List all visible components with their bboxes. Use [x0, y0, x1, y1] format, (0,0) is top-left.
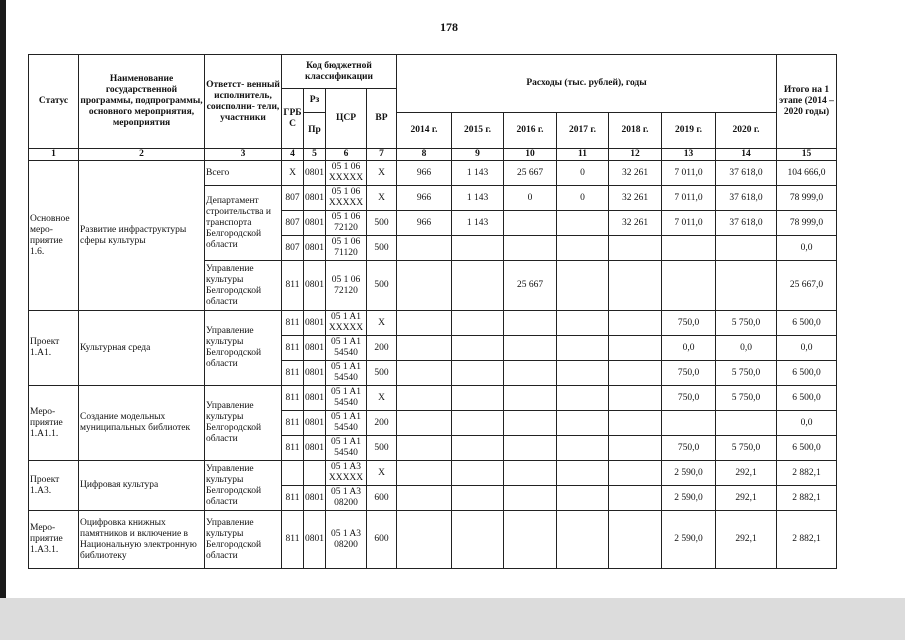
vr-cell: X: [367, 161, 397, 186]
amount-cell: 5 750,0: [716, 436, 777, 461]
amount-cell: [504, 211, 557, 236]
executor-cell: Всего: [205, 161, 282, 186]
col-number: 11: [557, 149, 609, 161]
grbs-cell: 811: [282, 311, 304, 336]
amount-cell: [716, 261, 777, 311]
rzpr-cell: 0801: [304, 261, 326, 311]
amount-cell: [397, 311, 452, 336]
header-year-2017: 2017 г.: [557, 113, 609, 149]
header-budget-code: Код бюджетной классификации: [282, 55, 397, 89]
col-number: 6: [326, 149, 367, 161]
header-year-2019: 2019 г.: [662, 113, 716, 149]
amount-cell: [609, 386, 662, 411]
vr-cell: 500: [367, 361, 397, 386]
amount-cell: [504, 361, 557, 386]
amount-cell: [452, 411, 504, 436]
amount-cell: [397, 386, 452, 411]
rzpr-cell: 0801: [304, 411, 326, 436]
col-number: 15: [777, 149, 837, 161]
total-cell: 0,0: [777, 411, 837, 436]
executor-cell: Управление культуры Белгородской области: [205, 386, 282, 461]
total-cell: 6 500,0: [777, 436, 837, 461]
status-cell: Меро- приятие 1.А1.1.: [29, 386, 79, 461]
amount-cell: [504, 486, 557, 511]
csr-cell: 05 1 06 XXXXX: [326, 161, 367, 186]
amount-cell: [557, 436, 609, 461]
csr-cell: 05 1 A3 XXXXX: [326, 461, 367, 486]
amount-cell: [609, 261, 662, 311]
amount-cell: 292,1: [716, 511, 777, 569]
grbs-cell: 807: [282, 236, 304, 261]
total-cell: 6 500,0: [777, 386, 837, 411]
total-cell: 78 999,0: [777, 211, 837, 236]
rzpr-cell: 0801: [304, 186, 326, 211]
amount-cell: [716, 411, 777, 436]
rzpr-cell: 0801: [304, 486, 326, 511]
amount-cell: 750,0: [662, 386, 716, 411]
amount-cell: [609, 436, 662, 461]
col-number: 13: [662, 149, 716, 161]
rzpr-cell: 0801: [304, 336, 326, 361]
amount-cell: [397, 461, 452, 486]
amount-cell: 1 143: [452, 211, 504, 236]
header-status: Статус: [29, 55, 79, 149]
total-cell: 6 500,0: [777, 361, 837, 386]
total-cell: 0,0: [777, 336, 837, 361]
grbs-cell: 811: [282, 511, 304, 569]
header-pr: Пр: [304, 113, 326, 149]
csr-cell: 05 1 A3 08200: [326, 511, 367, 569]
amount-cell: 750,0: [662, 361, 716, 386]
header-expenses: Расходы (тыс. рублей), годы: [397, 55, 777, 113]
amount-cell: [452, 461, 504, 486]
header-name: Наименование государственной программы, подпрограммы, основного мероприятия, мероприятия: [79, 55, 205, 149]
rzpr-cell: 0801: [304, 361, 326, 386]
amount-cell: 750,0: [662, 436, 716, 461]
amount-cell: [452, 386, 504, 411]
amount-cell: [452, 336, 504, 361]
amount-cell: [609, 511, 662, 569]
amount-cell: [662, 411, 716, 436]
csr-cell: 05 1 A3 08200: [326, 486, 367, 511]
executor-cell: Управление культуры Белгородской области: [205, 261, 282, 311]
col-number: 8: [397, 149, 452, 161]
amount-cell: [557, 386, 609, 411]
budget-table: [28, 54, 837, 569]
amount-cell: [397, 236, 452, 261]
amount-cell: 2 590,0: [662, 486, 716, 511]
csr-cell: 05 1 A1 54540: [326, 336, 367, 361]
amount-cell: [397, 486, 452, 511]
csr-cell: 05 1 06 72120: [326, 261, 367, 311]
amount-cell: 37 618,0: [716, 186, 777, 211]
amount-cell: [662, 236, 716, 261]
csr-cell: 05 1 A1 54540: [326, 411, 367, 436]
amount-cell: [557, 236, 609, 261]
amount-cell: 37 618,0: [716, 211, 777, 236]
header-total: Итого на 1 этапе (2014 – 2020 годы): [777, 55, 837, 149]
csr-cell: 05 1 06 71120: [326, 236, 367, 261]
header-vr: ВР: [367, 89, 397, 149]
amount-cell: [397, 436, 452, 461]
amount-cell: 292,1: [716, 461, 777, 486]
amount-cell: 5 750,0: [716, 386, 777, 411]
status-cell: Проект 1.А3.: [29, 461, 79, 511]
amount-cell: [609, 336, 662, 361]
amount-cell: [716, 236, 777, 261]
grbs-cell: 811: [282, 386, 304, 411]
amount-cell: 7 011,0: [662, 186, 716, 211]
vr-cell: X: [367, 311, 397, 336]
col-number: 12: [609, 149, 662, 161]
amount-cell: [504, 311, 557, 336]
grbs-cell: 811: [282, 261, 304, 311]
amount-cell: [557, 461, 609, 486]
header-csr: ЦСР: [326, 89, 367, 149]
grbs-cell: 811: [282, 361, 304, 386]
grbs-cell: [282, 461, 304, 486]
amount-cell: [397, 361, 452, 386]
amount-cell: 2 590,0: [662, 511, 716, 569]
vr-cell: X: [367, 461, 397, 486]
amount-cell: [452, 436, 504, 461]
amount-cell: 5 750,0: [716, 311, 777, 336]
amount-cell: [609, 311, 662, 336]
rzpr-cell: 0801: [304, 236, 326, 261]
csr-cell: 05 1 A1 XXXXX: [326, 311, 367, 336]
vr-cell: 600: [367, 486, 397, 511]
amount-cell: 0: [557, 161, 609, 186]
total-cell: 78 999,0: [777, 186, 837, 211]
header-executor: Ответст- венный исполнитель, соисполни- тели, участники: [205, 55, 282, 149]
amount-cell: 292,1: [716, 486, 777, 511]
rzpr-cell: [304, 461, 326, 486]
vr-cell: 500: [367, 261, 397, 311]
amount-cell: [504, 411, 557, 436]
grbs-cell: 811: [282, 411, 304, 436]
name-cell: Оцифровка книжных памятников и включение в Национальную электронную библиотеку: [79, 511, 205, 569]
grbs-cell: 807: [282, 211, 304, 236]
csr-cell: 05 1 A1 54540: [326, 386, 367, 411]
amount-cell: 1 143: [452, 186, 504, 211]
amount-cell: [504, 386, 557, 411]
amount-cell: 32 261: [609, 161, 662, 186]
amount-cell: [557, 486, 609, 511]
header-year-2020: 2020 г.: [716, 113, 777, 149]
amount-cell: [397, 511, 452, 569]
amount-cell: [557, 361, 609, 386]
scan-bottom-margin: [0, 598, 905, 640]
col-number: 3: [205, 149, 282, 161]
amount-cell: [452, 361, 504, 386]
vr-cell: 200: [367, 336, 397, 361]
amount-cell: 7 011,0: [662, 161, 716, 186]
header-year-2014: 2014 г.: [397, 113, 452, 149]
vr-cell: 200: [367, 411, 397, 436]
amount-cell: [557, 261, 609, 311]
amount-cell: 32 261: [609, 186, 662, 211]
amount-cell: [609, 461, 662, 486]
total-cell: 2 882,1: [777, 461, 837, 486]
amount-cell: 0,0: [662, 336, 716, 361]
amount-cell: 25 667: [504, 261, 557, 311]
amount-cell: 966: [397, 186, 452, 211]
amount-cell: [452, 486, 504, 511]
status-cell: Проект 1.А1.: [29, 311, 79, 386]
total-cell: 6 500,0: [777, 311, 837, 336]
amount-cell: 32 261: [609, 211, 662, 236]
total-cell: 25 667,0: [777, 261, 837, 311]
status-cell: Основное меро- приятие 1.6.: [29, 161, 79, 311]
amount-cell: [397, 411, 452, 436]
grbs-cell: 811: [282, 336, 304, 361]
vr-cell: 500: [367, 236, 397, 261]
name-cell: Цифровая культура: [79, 461, 205, 511]
rzpr-cell: 0801: [304, 436, 326, 461]
header-year-2015: 2015 г.: [452, 113, 504, 149]
col-number: 4: [282, 149, 304, 161]
amount-cell: [557, 411, 609, 436]
executor-cell: Управление культуры Белгородской области: [205, 511, 282, 569]
total-cell: 2 882,1: [777, 511, 837, 569]
total-cell: 2 882,1: [777, 486, 837, 511]
amount-cell: 2 590,0: [662, 461, 716, 486]
vr-cell: X: [367, 186, 397, 211]
amount-cell: 966: [397, 211, 452, 236]
amount-cell: [557, 511, 609, 569]
col-number: 2: [79, 149, 205, 161]
amount-cell: 7 011,0: [662, 211, 716, 236]
col-number: 14: [716, 149, 777, 161]
executor-cell: Управление культуры Белгородской области: [205, 311, 282, 386]
rzpr-cell: 0801: [304, 211, 326, 236]
executor-cell: Управление культуры Белгородской области: [205, 461, 282, 511]
executor-cell: Департамент строительства и транспорта Белгородской области: [205, 186, 282, 261]
amount-cell: [452, 311, 504, 336]
total-cell: 0,0: [777, 236, 837, 261]
rzpr-cell: 0801: [304, 161, 326, 186]
amount-cell: [609, 411, 662, 436]
amount-cell: 750,0: [662, 311, 716, 336]
amount-cell: [397, 336, 452, 361]
amount-cell: [504, 511, 557, 569]
amount-cell: 0: [504, 186, 557, 211]
amount-cell: [504, 236, 557, 261]
col-number: 1: [29, 149, 79, 161]
amount-cell: [452, 236, 504, 261]
header-year-2018: 2018 г.: [609, 113, 662, 149]
header-grbs: ГРБ С: [282, 89, 304, 149]
csr-cell: 05 1 06 72120: [326, 211, 367, 236]
csr-cell: 05 1 A1 54540: [326, 361, 367, 386]
amount-cell: [557, 311, 609, 336]
col-number: 10: [504, 149, 557, 161]
amount-cell: 37 618,0: [716, 161, 777, 186]
col-number: 7: [367, 149, 397, 161]
status-cell: Меро- приятие 1.А3.1.: [29, 511, 79, 569]
csr-cell: 05 1 06 XXXXX: [326, 186, 367, 211]
rzpr-cell: 0801: [304, 386, 326, 411]
grbs-cell: 811: [282, 436, 304, 461]
vr-cell: X: [367, 386, 397, 411]
amount-cell: 966: [397, 161, 452, 186]
page-number: 178: [440, 20, 458, 34]
csr-cell: 05 1 A1 54540: [326, 436, 367, 461]
name-cell: Развитие инфраструктуры сферы культуры: [79, 161, 205, 311]
rzpr-cell: 0801: [304, 311, 326, 336]
vr-cell: 600: [367, 511, 397, 569]
header-year-2016: 2016 г.: [504, 113, 557, 149]
amount-cell: [452, 511, 504, 569]
vr-cell: 500: [367, 436, 397, 461]
amount-cell: [504, 436, 557, 461]
name-cell: Создание модельных муниципальных библиотек: [79, 386, 205, 461]
amount-cell: [557, 336, 609, 361]
col-number: 5: [304, 149, 326, 161]
rzpr-cell: 0801: [304, 511, 326, 569]
amount-cell: [662, 261, 716, 311]
amount-cell: [504, 461, 557, 486]
amount-cell: [452, 261, 504, 311]
amount-cell: [504, 336, 557, 361]
header-rz: Рз: [304, 89, 326, 113]
amount-cell: [609, 236, 662, 261]
amount-cell: [557, 211, 609, 236]
grbs-cell: 807: [282, 186, 304, 211]
amount-cell: [397, 261, 452, 311]
amount-cell: 0: [557, 186, 609, 211]
amount-cell: 0,0: [716, 336, 777, 361]
total-cell: 104 666,0: [777, 161, 837, 186]
amount-cell: 5 750,0: [716, 361, 777, 386]
scan-left-edge: [0, 0, 6, 640]
vr-cell: 500: [367, 211, 397, 236]
grbs-cell: 811: [282, 486, 304, 511]
amount-cell: [609, 486, 662, 511]
amount-cell: [609, 361, 662, 386]
grbs-cell: X: [282, 161, 304, 186]
amount-cell: 1 143: [452, 161, 504, 186]
name-cell: Культурная среда: [79, 311, 205, 386]
amount-cell: 25 667: [504, 161, 557, 186]
col-number: 9: [452, 149, 504, 161]
